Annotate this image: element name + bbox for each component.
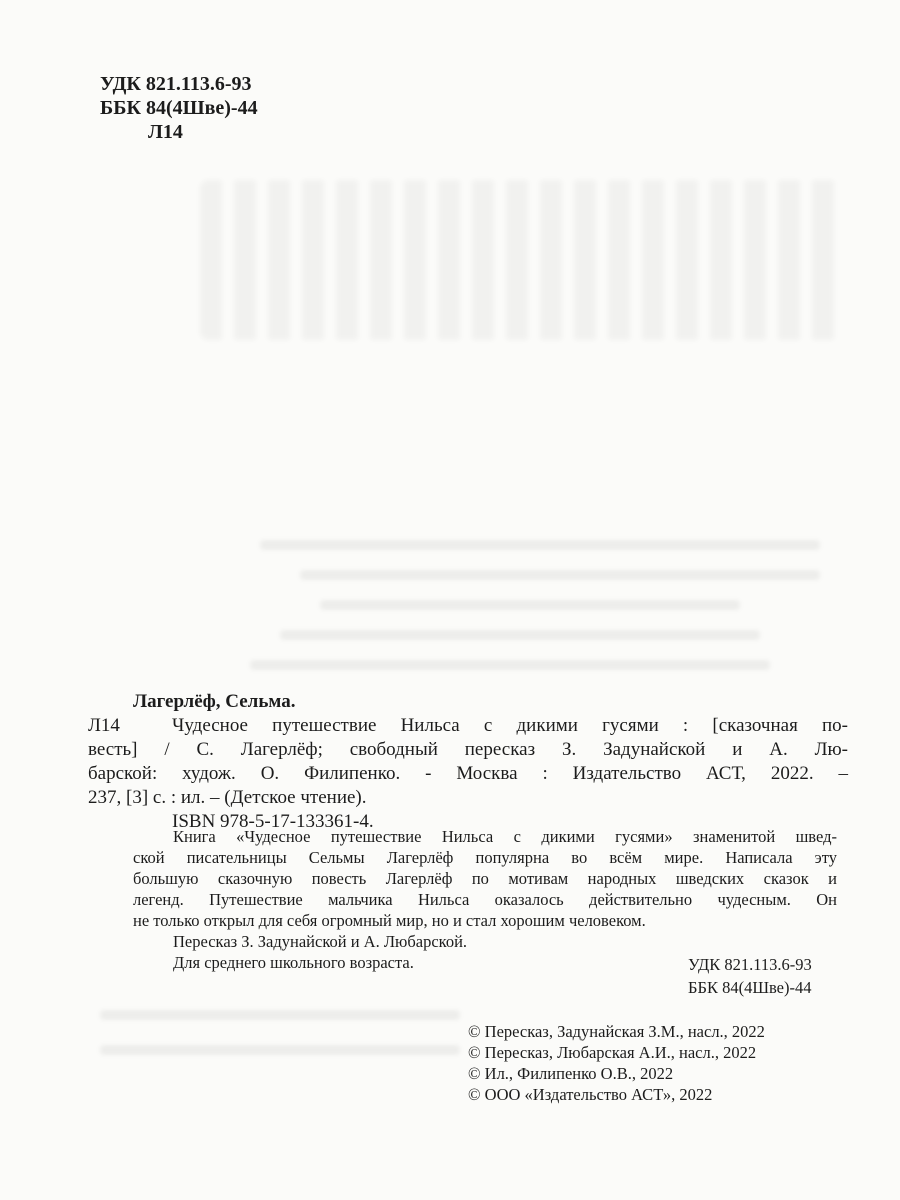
ghost-line <box>320 600 740 610</box>
copyright-block <box>468 1021 765 1105</box>
annotation-line: не только открыл для себя огромный мир, но и стал хорошим человеком. <box>133 911 646 930</box>
ghost-line <box>260 540 820 550</box>
ghost-line <box>100 1045 460 1055</box>
bibliographic-entry <box>88 690 848 834</box>
ghost-line <box>300 570 820 580</box>
entry-author: Лагерлёф, Сельма. <box>133 691 296 712</box>
entry-title-row <box>88 714 848 738</box>
entry-line: барской: худож. О. Филипенко. - Москва : Издательство АСТ, 2022. – <box>88 763 848 784</box>
entry-isbn: ISBN 978-5-17-133361-4. <box>172 811 374 832</box>
annotation <box>133 826 837 973</box>
copyright-line: © Пересказ, Любарская А.И., насл., 2022 <box>468 1043 757 1062</box>
author-mark: Л14 <box>148 121 183 143</box>
ghost-line <box>100 1010 460 1020</box>
annotation-age: Для среднего школьного возраста. <box>173 953 414 972</box>
entry-author-mark: Л14 <box>88 715 120 736</box>
ghost-line <box>280 630 760 640</box>
bbk-code: ББК 84(4Шве)-44 <box>100 97 258 119</box>
udk-code: УДК 821.113.6-93 <box>688 955 812 974</box>
annotation-line: Книга «Чудесное путешествие Нильса с дикими гусями» знаменитой швед- <box>173 827 837 846</box>
udk-code: УДК 821.113.6-93 <box>100 73 252 95</box>
ghost-line <box>250 660 770 670</box>
annotation-line: большую сказочную повесть Лагерлёф по мотивам народных шведских сказок и <box>133 869 837 888</box>
annotation-line: ской писательницы Сельмы Лагерлёф популярна во всём мире. Написала эту <box>133 848 837 867</box>
copyright-line: © Пересказ, Задунайская З.М., насл., 2022 <box>468 1022 765 1041</box>
copyright-line: © ООО «Издательство АСТ», 2022 <box>468 1085 713 1104</box>
entry-line: весть] / С. Лагерлёф; свободный пересказ З. Задунайской и А. Лю- <box>88 739 848 760</box>
entry-line: 237, [3] с. : ил. – (Детское чтение). <box>88 787 367 808</box>
annotation-retelling: Пересказ З. Задунайской и А. Любарской. <box>173 932 468 951</box>
ghost-title-block <box>200 180 840 340</box>
classification-codes-top <box>100 72 258 144</box>
copyright-line: © Ил., Филипенко О.В., 2022 <box>468 1064 674 1083</box>
classification-codes-bottom <box>688 953 812 999</box>
bbk-code: ББК 84(4Шве)-44 <box>688 978 812 997</box>
entry-line: Чудесное путешествие Нильса с дикими гусями : [сказочная по- <box>172 715 848 736</box>
annotation-line: легенд. Путешествие мальчика Нильса оказалось действительно чудесным. Он <box>133 890 837 909</box>
